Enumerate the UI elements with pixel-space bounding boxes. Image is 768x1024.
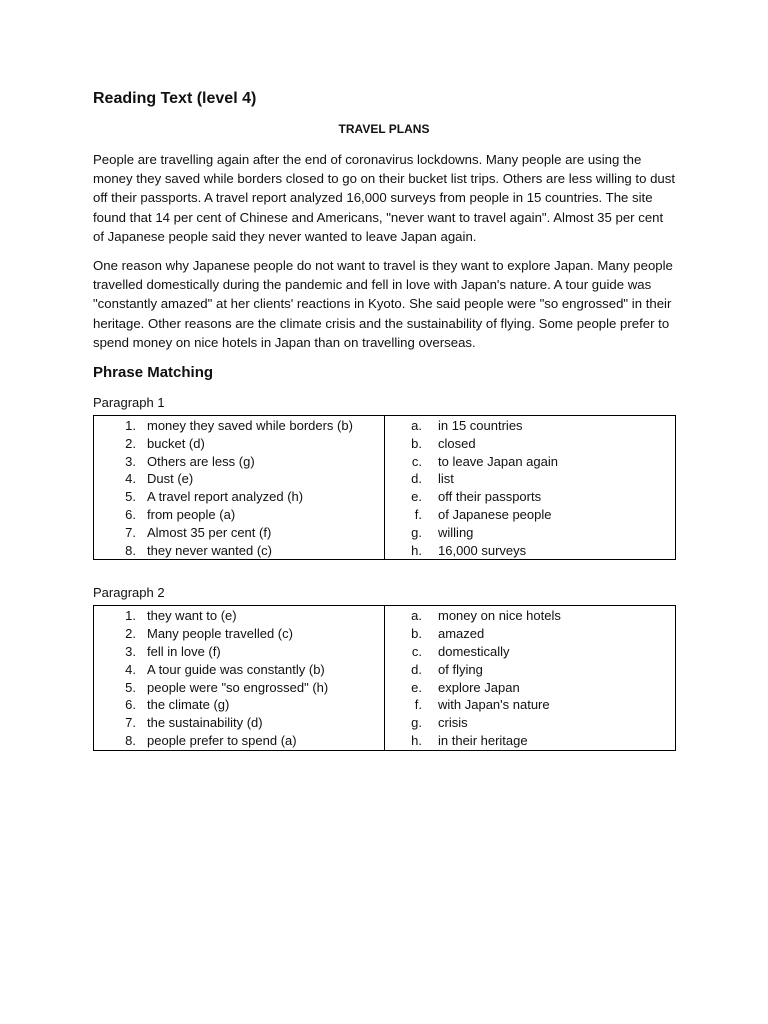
match-column [385,606,676,750]
item-number: 4. [125,661,136,677]
list-item [385,732,675,750]
item-text: in their heritage [438,732,528,748]
item-text: bucket (d) [147,435,205,451]
item-number: 6. [125,507,136,523]
item-letter: f. [414,507,422,523]
item-text: people prefer to spend (a) [147,732,297,748]
list-item [385,714,675,732]
item-text: of flying [438,661,483,677]
item-text: money they saved while borders (b) [147,418,353,434]
item-number: 1. [125,418,136,434]
item-letter: c. [411,453,422,469]
item-text: Many people travelled (c) [147,626,293,642]
list-item [94,453,384,471]
list-item [385,696,675,714]
item-number: 8. [125,732,136,748]
item-text: money on nice hotels [438,608,561,624]
paragraph-2-label: Paragraph 2 [93,585,165,601]
item-text: explore Japan [438,679,520,695]
phrase-list [94,606,384,749]
item-letter: d. [411,471,422,487]
item-letter: g. [411,524,422,540]
item-number: 7. [125,524,136,540]
item-number: 2. [125,626,136,642]
item-letter: h. [411,732,422,748]
item-number: 7. [125,715,136,731]
list-item [94,506,384,524]
item-number: 1. [125,608,136,624]
item-number: 3. [125,453,136,469]
list-item [385,524,675,542]
item-text: A travel report analyzed (h) [147,489,304,505]
list-item [385,506,675,524]
document-title: Reading Text (level 4) [93,90,257,107]
match-column [385,416,676,560]
list-item [94,524,384,542]
list-item [94,435,384,453]
document-page [93,88,675,751]
list-item [385,453,675,471]
match-list [385,416,675,559]
item-text: they want to (e) [147,608,237,624]
item-letter: b. [411,626,422,642]
item-text: list [438,471,454,487]
list-item [94,488,384,506]
list-item [385,435,675,453]
item-number: 4. [125,471,136,487]
item-text: closed [438,435,476,451]
item-text: the sustainability (d) [147,715,263,731]
list-item [94,470,384,488]
item-letter: d. [411,661,422,677]
item-text: in 15 countries [438,418,523,434]
list-item [385,470,675,488]
item-text: from people (a) [147,507,236,523]
item-letter: e. [411,679,422,695]
list-item [385,417,675,435]
item-text: Almost 35 per cent (f) [147,524,272,540]
paragraph-1: People are travelling again after the end of coronavirus lockdowns. Many people are using the money they saved while borders closed to go on their bucket list trips. Others are less willing to dust off their passports. A travel report analyzed 16,000 surveys from people in 15 countries. The site found that 14 per cent of Chinese and Americans, "never want to travel again". Almost 35 per cent of Japanese people said they never wanted to leave Japan again. [93,152,675,244]
item-number: 8. [125,542,136,558]
list-item [94,417,384,435]
item-letter: b. [411,435,422,451]
item-text: of Japanese people [438,507,552,523]
item-number: 3. [125,644,136,659]
list-item [385,661,675,679]
item-text: people were "so engrossed" (h) [147,679,329,695]
paragraph-1-label: Paragraph 1 [93,395,165,411]
list-item [94,625,384,643]
list-item [385,625,675,643]
list-item [94,661,384,679]
item-text: domestically [438,644,510,659]
item-number: 5. [125,489,136,505]
list-item [94,696,384,714]
phrase-matching-title: Phrase Matching [93,364,214,382]
phrase-column [94,606,385,750]
item-text: 16,000 surveys [438,542,527,558]
item-text: fell in love (f) [147,644,221,659]
list-item [385,542,675,560]
paragraph-1-matching-table [93,415,676,560]
item-number: 2. [125,435,136,451]
story-title: TRAVEL PLANS [338,122,430,136]
item-text: crisis [438,715,468,731]
item-letter: f. [414,697,422,713]
match-list [385,606,675,749]
item-text: they never wanted (c) [147,542,273,558]
item-text: the climate (g) [147,697,230,713]
list-item [385,488,675,506]
item-letter: e. [411,489,422,505]
list-item [94,643,384,661]
item-letter: c. [411,644,422,659]
item-letter: a. [411,608,422,624]
item-letter: g. [411,715,422,731]
phrase-column [94,416,385,560]
list-item [385,607,675,625]
list-item [385,679,675,697]
item-number: 5. [125,679,136,695]
list-item [385,643,675,661]
item-number: 6. [125,697,136,713]
item-text: with Japan's nature [438,697,550,713]
item-text: off their passports [438,489,542,505]
paragraph-2-matching-table [93,605,676,750]
item-text: willing [438,524,474,540]
item-text: amazed [438,626,485,642]
paragraph-2: One reason why Japanese people do not want to travel is they want to explore Japan. Many people travelled domestically during the pandemic and fell in love with Japan's nature. A tour guide was "constantly amazed" at her clients' reactions in Kyoto. She said people were "so engrossed" in their heritage. Other reasons are the climate crisis and the sustainability of flying. Some people prefer to spend money on nice hotels in Japan than on travelling overseas. [93,258,673,350]
list-item [94,714,384,732]
list-item [94,607,384,625]
phrase-list [94,416,384,559]
list-item [94,732,384,750]
item-letter: a. [411,418,422,434]
item-text: Dust (e) [147,471,194,487]
item-text: Others are less (g) [147,453,255,469]
list-item [94,679,384,697]
list-item [94,542,384,560]
item-text: A tour guide was constantly (b) [147,661,325,677]
item-letter: h. [411,542,422,558]
item-text: to leave Japan again [438,453,558,469]
